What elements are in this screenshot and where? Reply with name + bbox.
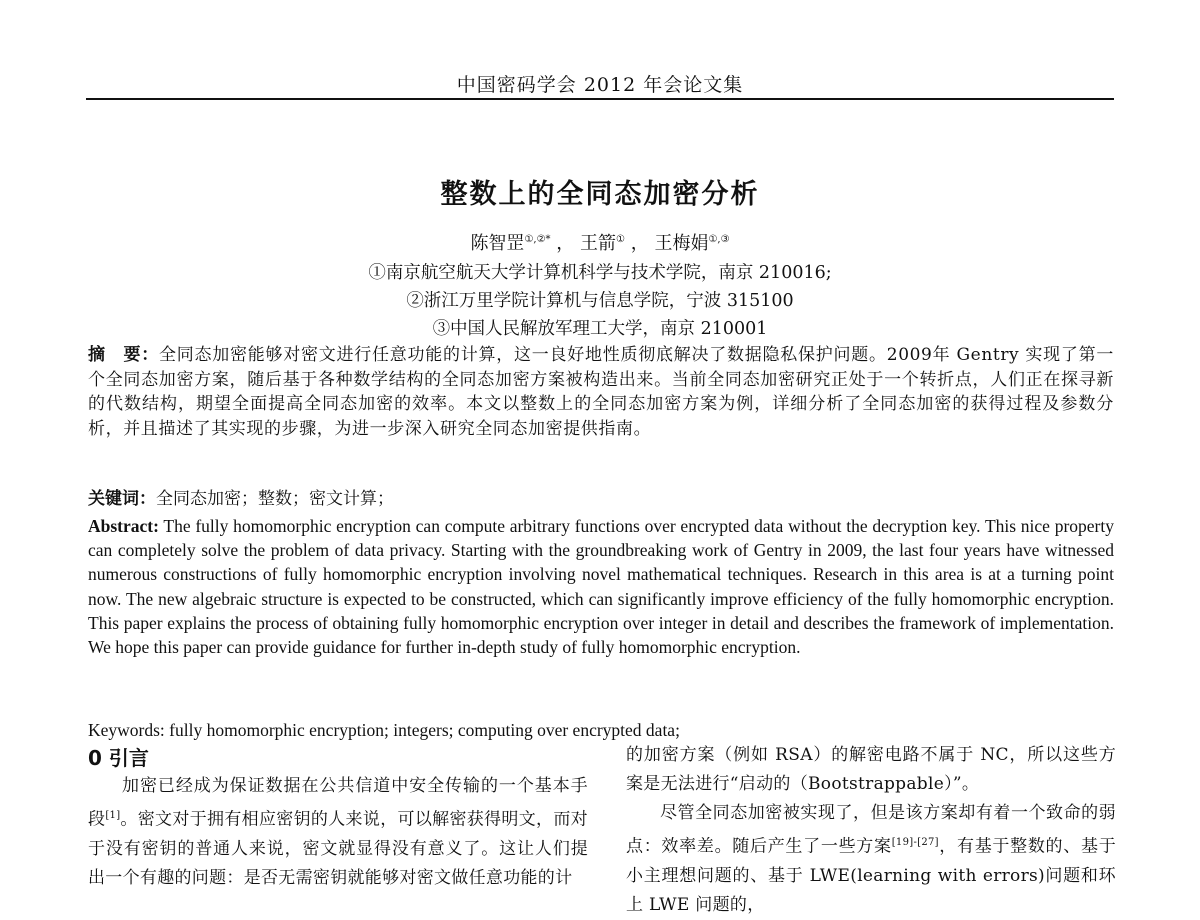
- abstract-cn: [88, 343, 1114, 441]
- keywords-en: [88, 718, 1114, 743]
- keywords-en-label: Keywords:: [88, 720, 165, 740]
- body-column-right: [626, 741, 1116, 920]
- section-heading: 0 引言: [88, 746, 149, 770]
- paragraph-text: ，有基于整数的、基于小主理想问题的、基于 LWE(learning with errors)问题和环上 LWE 问题的，: [626, 836, 1117, 915]
- paragraph-text: 尽管全同态加密被实现了，但是该方案却有着一个致命的弱点：效率差。随后产生了一些方案: [626, 803, 1116, 857]
- citation: [19]-[27]: [891, 837, 939, 848]
- abstract-en-label: Abstract:: [88, 516, 159, 536]
- paragraph: 的加密方案（例如 RSA）的解密电路不属于 NC，所以这些方案是无法进行“启动的（Bootstrappable）”。: [626, 745, 1116, 794]
- author-mark: ①,③: [708, 234, 730, 245]
- paper-title: 整数上的全同态加密分析: [440, 179, 760, 210]
- paragraph-text: 加密已经成为保证数据在公共信道中安全传输的一个基本手段: [88, 776, 588, 830]
- paragraph: [626, 799, 1116, 920]
- author-separator: ，: [630, 233, 649, 254]
- author-mark: ①,②*: [524, 234, 551, 245]
- paragraph: [88, 772, 588, 893]
- author-name: 王箭: [580, 233, 617, 254]
- affiliation: ③中国人民解放军理工大学，南京 210001: [432, 319, 768, 339]
- affiliation: ①南京航空航天大学计算机科学与技术学院，南京 210016;: [368, 263, 832, 283]
- author-line: [0, 229, 1200, 255]
- body-column-left: [88, 772, 588, 893]
- abstract-en: [88, 514, 1114, 659]
- keywords-en-text: fully homomorphic encryption; integers; computing over encrypted data;: [169, 720, 680, 740]
- author-separator: ，: [556, 233, 575, 254]
- author-name: 王梅娟: [654, 233, 709, 254]
- author-mark: ①: [616, 234, 625, 245]
- abstract-cn-label: 摘 要：: [88, 345, 160, 365]
- abstract-cn-text: 全同态加密能够对密文进行任意功能的计算，这一良好地性质彻底解决了数据隐私保护问题。2009年 Gentry 实现了第一个全同态加密方案，随后基于各种数学结构的全同态加密方案被构造出来。当前全同态加密研究正处于一个转折点，人们正在探寻新的代数结构，期望全面提高全同态加密的效率。本文以整数上的全同态加密方案为例，详细分析了全同态加密的获得过程及参数分析，并且描述了其实现的步骤，为进一步深入研究全同态加密提供指南。: [88, 345, 1115, 439]
- running-header: 中国密码学会 2012 年会论文集: [456, 74, 744, 96]
- header-rule: [86, 98, 1114, 100]
- citation: [1]: [105, 810, 121, 821]
- keywords-cn: [88, 487, 1114, 512]
- paragraph-text: 。密文对于拥有相应密钥的人来说，可以解密获得明文，而对于没有密钥的普通人来说，密文就显得没有意义了。这让人们提出一个有趣的问题：是否无需密钥就能够对密文做任意功能的计: [88, 809, 588, 888]
- author-name: 陈智罡: [470, 233, 525, 254]
- keywords-cn-text: 全同态加密；整数；密文计算；: [156, 489, 394, 509]
- keywords-cn-label: 关键词：: [88, 489, 156, 509]
- abstract-en-text: The fully homomorphic encryption can compute arbitrary functions over encrypted data without the decryption key. This nice property can completely solve the problem of data privacy. Starting with the groundbreaking work of Gentry in 2009, the last four years have witnessed numerous constructions of fully homomorphic encryption involving novel mathematical techniques. Research in this area is at a turning point now. The new algebraic structure is expected to be constructed, which can significantly improve efficiency of the fully homomorphic encryption. This paper explains the process of obtaining fully homomorphic encryption over integer in detail and describes the framework of implementation. We hope this paper can provide guidance for further in-depth study of fully homomorphic encryption.: [88, 516, 1114, 658]
- affiliation: ②浙江万里学院计算机与信息学院，宁波 315100: [406, 291, 794, 311]
